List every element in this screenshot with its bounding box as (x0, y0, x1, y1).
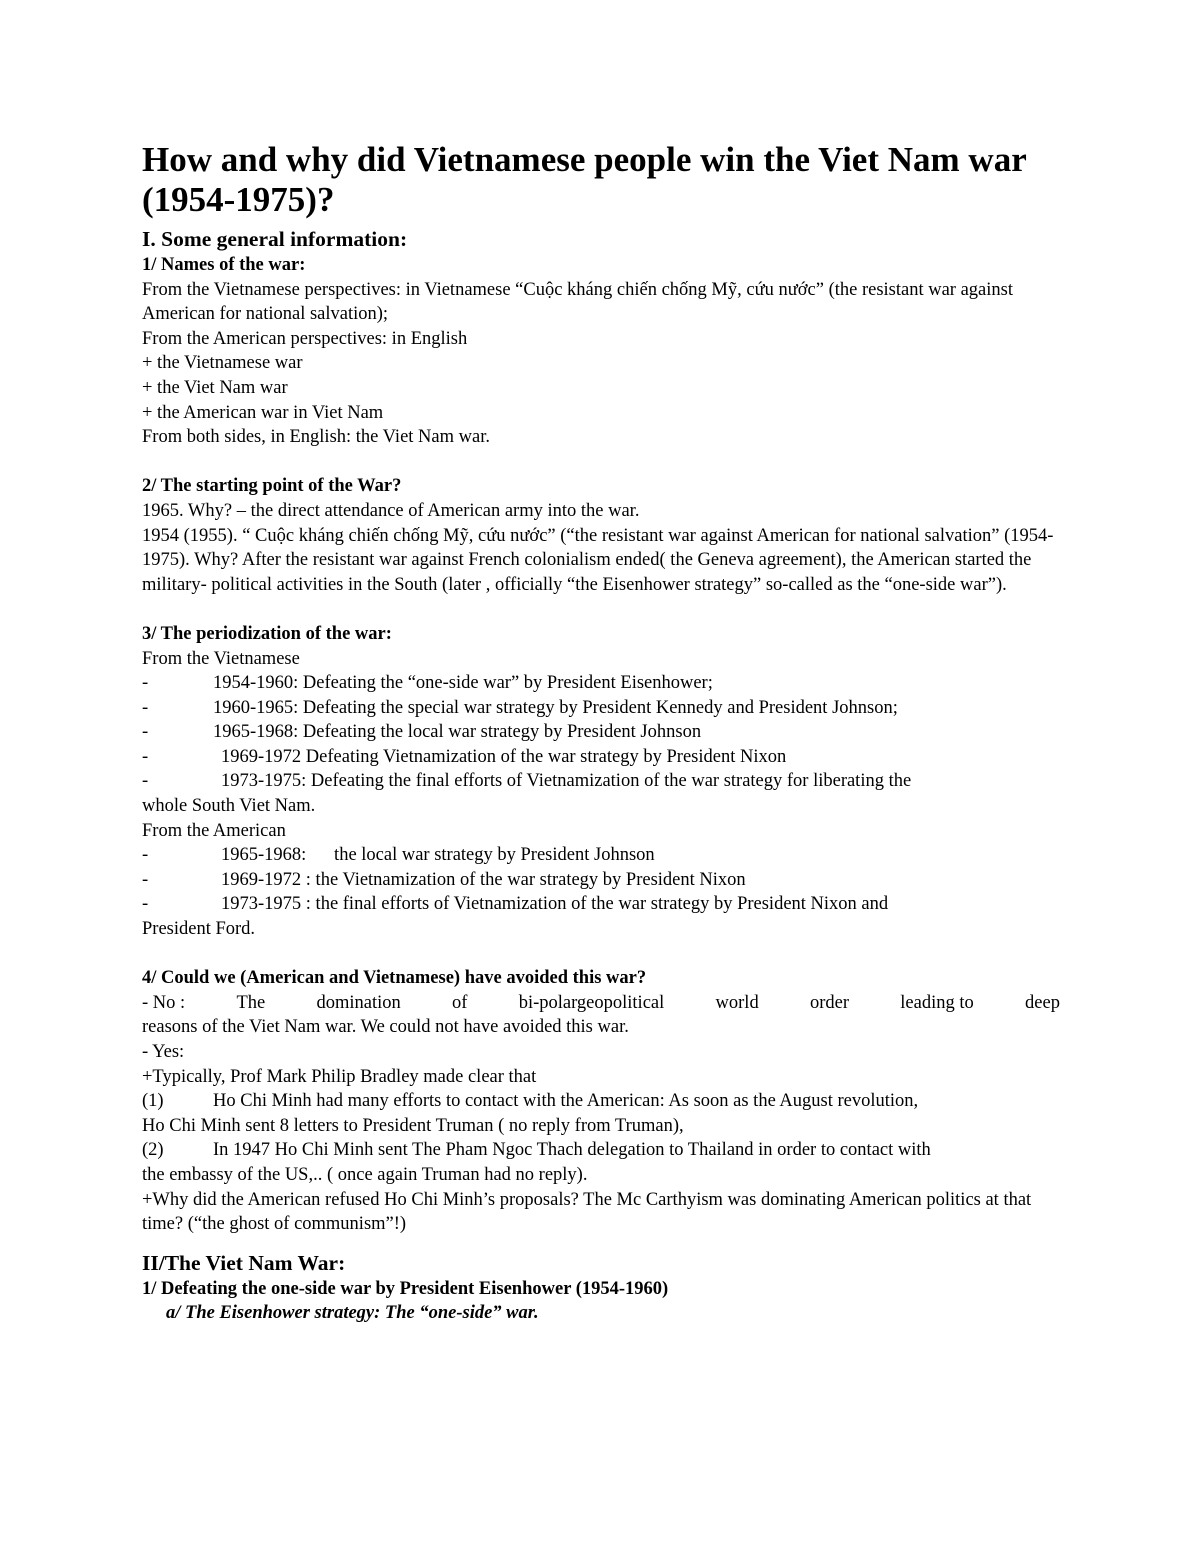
no-answer-continuation: reasons of the Viet Nam war. We could not have avoided this war. (142, 1017, 629, 1038)
bradley-intro: +Typically, Prof Mark Philip Bradley made clear that (142, 1066, 537, 1087)
dash-bullet: - (142, 697, 149, 718)
list-item-text: 1965-1968: the local war strategy by President Johnson (221, 845, 655, 866)
list-item-text: 1969-1972 : the Vietnamization of the war strategy by President Nixon (221, 869, 746, 890)
periodization-heading: 3/ The periodization of the war: (142, 623, 392, 644)
vietnamese-periodization-label: From the Vietnamese (142, 648, 300, 669)
subsection-heading: 1/ Defeating the one-side war by President Eisenhower (1954-1960) (142, 1278, 669, 1299)
section-2-heading: II/The Viet Nam War: (142, 1250, 346, 1275)
numbered-item-continuation: the embassy of the US,.. ( once again Truman had no reply). (142, 1164, 588, 1185)
dash-bullet: - (142, 746, 149, 767)
no-answer-line (142, 991, 1060, 1016)
justified-word: bi-polargeopolitical (518, 992, 665, 1013)
names-line: + the Viet Nam war (142, 377, 288, 398)
list-item (142, 696, 1060, 721)
document-title: How and why did Vietnamese people win the Viet Nam war (1954-1975)? (142, 140, 1027, 219)
justified-word: leading to (900, 992, 974, 1013)
justified-word: The (236, 992, 266, 1013)
dash-bullet: - (142, 771, 149, 792)
list-item-text: 1969-1972 Defeating Vietnamization of the war strategy by President Nixon (221, 746, 787, 767)
list-item-continuation: whole South Viet Nam. (142, 796, 316, 817)
yes-answer-label: - Yes: (142, 1042, 185, 1062)
list-item (142, 892, 1060, 917)
item-number: (1) (142, 1091, 164, 1112)
dash-bullet: - (142, 845, 149, 866)
names-line: + the American war in Viet Nam (142, 402, 384, 423)
starting-point-heading: 2/ The starting point of the War? (142, 476, 402, 497)
list-item-text: 1954-1960: Defeating the “one-side war” by President Eisenhower; (213, 673, 713, 694)
numbered-item (142, 1138, 1060, 1163)
document-page (142, 140, 1060, 1326)
names-heading: 1/ Names of the war: (142, 255, 306, 275)
section-1-heading: I. Some general information: (142, 227, 408, 251)
list-item (142, 843, 1060, 868)
numbered-item (142, 1089, 1060, 1114)
names-line: From both sides, in English: the Viet Nam war. (142, 427, 490, 448)
justified-word: deep (1025, 992, 1060, 1013)
spacer (142, 597, 1060, 622)
justified-word: domination (316, 992, 401, 1013)
numbered-item-text: In 1947 Ho Chi Minh sent The Pham Ngoc Thach delegation to Thailand in order to contact with (213, 1140, 931, 1161)
dash-bullet: - (142, 722, 149, 743)
list-item (142, 720, 1060, 745)
starting-point-paragraph: 1965. Why? – the direct attendance of American army into the war. (142, 500, 640, 521)
justified-word: order (809, 992, 850, 1013)
list-item-continuation: President Ford. (142, 919, 256, 940)
list-item-text: 1973-1975: Defeating the final efforts of Vietnamization of the war strategy for liberating the (221, 771, 912, 792)
starting-point-paragraph: 1954 (1955). “ Cuộc kháng chiến chống Mỹ, cứu nước” (“the resistant war against American for national salvation” (1954-1975). Why? After the resistant war against French colonialism ended( the Geneva agreement), the American started the military- political activities in the South (later , officially “the Eisenhower strategy” so-called as the “one-side war”). (142, 525, 1054, 595)
dash-bullet: - (142, 869, 149, 890)
list-item (142, 769, 1060, 794)
spacer (142, 942, 1060, 967)
american-periodization-label: From the American (142, 820, 286, 841)
avoid-war-heading: 4/ Could we (American and Vietnamese) have avoided this war? (142, 968, 647, 989)
justified-word: world (715, 992, 759, 1013)
list-item-text: 1965-1968: Defeating the local war strategy by President Johnson (213, 722, 702, 743)
dash-bullet: - (142, 894, 149, 915)
justified-word: of (452, 992, 468, 1013)
numbered-item-text: Ho Chi Minh had many efforts to contact with the American: As soon as the August revolution, (213, 1091, 919, 1112)
item-number: (2) (142, 1140, 164, 1161)
dash-bullet: - (142, 673, 149, 694)
names-line: From the Vietnamese perspectives: in Vietnamese “Cuộc kháng chiến chống Mỹ, cứu nước” (the resistant war against American for national salvation); (142, 279, 1013, 325)
list-item-text: 1973-1975 : the final efforts of Vietnamization of the war strategy by President Nixon and (221, 894, 889, 915)
list-item (142, 868, 1060, 893)
spacer (142, 450, 1060, 475)
subsection-subheading: a/ The Eisenhower strategy: The “one-side” war. (166, 1303, 539, 1324)
justified-word: - No : (142, 992, 186, 1013)
list-item (142, 671, 1060, 696)
names-line: From the American perspectives: in English (142, 328, 468, 349)
names-line: + the Vietnamese war (142, 353, 303, 374)
list-item (142, 745, 1060, 770)
mccarthyism-paragraph: +Why did the American refused Ho Chi Minh’s proposals? The Mc Carthyism was dominating American politics at that time? (“the ghost of communism”!) (142, 1189, 1032, 1235)
numbered-item-continuation: Ho Chi Minh sent 8 letters to President Truman ( no reply from Truman), (142, 1115, 684, 1136)
list-item-text: 1960-1965: Defeating the special war strategy by President Kennedy and President Johnson; (213, 697, 898, 718)
